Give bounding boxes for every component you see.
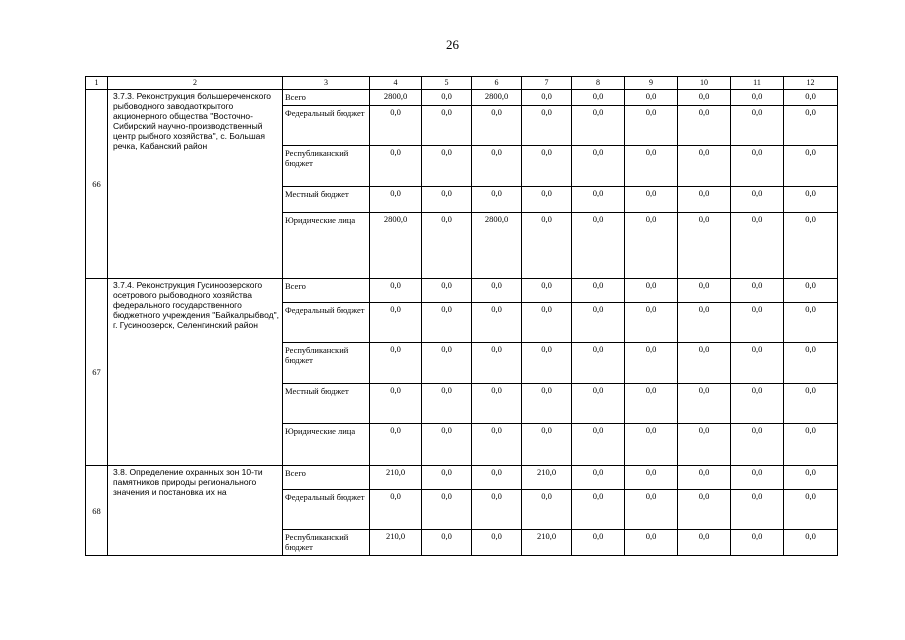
- column-header: 9: [625, 77, 678, 90]
- value-cell: 0,0: [625, 490, 678, 530]
- value-cell: 0,0: [422, 490, 472, 530]
- value-cell: 0,0: [370, 384, 422, 424]
- column-header-row: [86, 77, 838, 90]
- value-cell: 0,0: [522, 490, 572, 530]
- value-cell: 0,0: [731, 213, 784, 279]
- value-cell: 0,0: [472, 490, 522, 530]
- value-cell: 2800,0: [370, 90, 422, 106]
- value-cell: 0,0: [422, 303, 472, 343]
- value-cell: 0,0: [370, 343, 422, 384]
- value-cell: 0,0: [784, 424, 838, 466]
- value-cell: 0,0: [625, 530, 678, 556]
- value-cell: 0,0: [731, 303, 784, 343]
- value-cell: 0,0: [678, 490, 731, 530]
- value-cell: 0,0: [572, 279, 625, 303]
- value-cell: 0,0: [522, 279, 572, 303]
- funding-source: Республиканский бюджет: [283, 530, 370, 556]
- value-cell: 0,0: [522, 213, 572, 279]
- value-cell: 0,0: [422, 146, 472, 187]
- value-cell: 0,0: [370, 187, 422, 213]
- value-cell: 0,0: [522, 303, 572, 343]
- row-number: 66: [86, 90, 108, 279]
- value-cell: 0,0: [472, 146, 522, 187]
- value-cell: 0,0: [522, 146, 572, 187]
- value-cell: 0,0: [472, 424, 522, 466]
- value-cell: 0,0: [472, 530, 522, 556]
- value-cell: 0,0: [678, 90, 731, 106]
- value-cell: 0,0: [370, 106, 422, 146]
- column-header: 10: [678, 77, 731, 90]
- value-cell: 0,0: [472, 187, 522, 213]
- value-cell: 0,0: [472, 384, 522, 424]
- value-cell: 0,0: [572, 146, 625, 187]
- value-cell: 0,0: [572, 187, 625, 213]
- value-cell: 0,0: [522, 384, 572, 424]
- funding-source: Местный бюджет: [283, 187, 370, 213]
- table-row: [86, 279, 838, 303]
- value-cell: 0,0: [572, 466, 625, 490]
- value-cell: 0,0: [625, 384, 678, 424]
- column-header: 4: [370, 77, 422, 90]
- value-cell: 0,0: [370, 303, 422, 343]
- value-cell: 210,0: [522, 466, 572, 490]
- value-cell: 0,0: [678, 303, 731, 343]
- value-cell: 0,0: [572, 106, 625, 146]
- value-cell: 0,0: [678, 279, 731, 303]
- value-cell: 0,0: [522, 90, 572, 106]
- funding-source: Федеральный бюджет: [283, 303, 370, 343]
- value-cell: 0,0: [678, 106, 731, 146]
- value-cell: 0,0: [422, 466, 472, 490]
- value-cell: 0,0: [472, 343, 522, 384]
- column-header: 1: [86, 77, 108, 90]
- value-cell: 210,0: [522, 530, 572, 556]
- measure-name: 3.7.3. Реконструкция большереченского рыбоводного заводаоткрытого акционерного общества "Восточно- Сибирский научно-производственный центр рыбного хозяйства", с. Большая речка, Кабанский район: [108, 90, 283, 279]
- value-cell: 0,0: [370, 279, 422, 303]
- table-row: [86, 466, 838, 490]
- value-cell: 0,0: [422, 279, 472, 303]
- value-cell: 0,0: [422, 424, 472, 466]
- value-cell: 0,0: [784, 343, 838, 384]
- value-cell: 0,0: [422, 106, 472, 146]
- column-header: 6: [472, 77, 522, 90]
- value-cell: 210,0: [370, 530, 422, 556]
- value-cell: 0,0: [784, 490, 838, 530]
- value-cell: 0,0: [678, 343, 731, 384]
- value-cell: 0,0: [572, 490, 625, 530]
- value-cell: 0,0: [472, 106, 522, 146]
- value-cell: 0,0: [731, 106, 784, 146]
- value-cell: 2800,0: [472, 90, 522, 106]
- value-cell: 0,0: [370, 146, 422, 187]
- value-cell: 0,0: [678, 530, 731, 556]
- row-number: 67: [86, 279, 108, 466]
- value-cell: 0,0: [422, 384, 472, 424]
- column-header: 12: [784, 77, 838, 90]
- value-cell: 0,0: [572, 90, 625, 106]
- value-cell: 0,0: [678, 146, 731, 187]
- row-number: 68: [86, 466, 108, 556]
- value-cell: 0,0: [572, 213, 625, 279]
- value-cell: 0,0: [731, 530, 784, 556]
- value-cell: 0,0: [370, 424, 422, 466]
- value-cell: 0,0: [731, 279, 784, 303]
- measure-name: 3.7.4. Реконструкция Гусиноозерского осетрового рыбоводного хозяйства федерального государственного бюджетного учреждения "Байкалрыбвод", г. Гусиноозерск, Селенгинский район: [108, 279, 283, 466]
- measure-name: 3.8. Определение охранных зон 10-ти памятников природы регионального значения и постановка их на: [108, 466, 283, 556]
- value-cell: 0,0: [731, 424, 784, 466]
- value-cell: 0,0: [625, 90, 678, 106]
- value-cell: 0,0: [422, 90, 472, 106]
- value-cell: 0,0: [731, 343, 784, 384]
- value-cell: 210,0: [370, 466, 422, 490]
- value-cell: 0,0: [731, 384, 784, 424]
- value-cell: 0,0: [784, 279, 838, 303]
- value-cell: 0,0: [625, 213, 678, 279]
- value-cell: 0,0: [472, 466, 522, 490]
- value-cell: 0,0: [625, 466, 678, 490]
- value-cell: 0,0: [422, 343, 472, 384]
- funding-source: Местный бюджет: [283, 384, 370, 424]
- value-cell: 0,0: [572, 530, 625, 556]
- column-header: 7: [522, 77, 572, 90]
- value-cell: 0,0: [678, 466, 731, 490]
- value-cell: 0,0: [522, 187, 572, 213]
- page-number: 26: [446, 37, 459, 52]
- value-cell: 0,0: [678, 187, 731, 213]
- value-cell: 0,0: [731, 146, 784, 187]
- value-cell: 0,0: [731, 187, 784, 213]
- value-cell: 0,0: [625, 279, 678, 303]
- funding-source: Федеральный бюджет: [283, 106, 370, 146]
- value-cell: 0,0: [784, 384, 838, 424]
- value-cell: 0,0: [522, 424, 572, 466]
- column-header: 3: [283, 77, 370, 90]
- value-cell: 0,0: [784, 466, 838, 490]
- value-cell: 0,0: [678, 213, 731, 279]
- value-cell: 0,0: [625, 303, 678, 343]
- value-cell: 0,0: [422, 187, 472, 213]
- value-cell: 0,0: [625, 343, 678, 384]
- value-cell: 0,0: [422, 213, 472, 279]
- value-cell: 0,0: [522, 343, 572, 384]
- value-cell: 0,0: [784, 530, 838, 556]
- funding-source: Федеральный бюджет: [283, 490, 370, 530]
- value-cell: 0,0: [472, 303, 522, 343]
- value-cell: 0,0: [625, 106, 678, 146]
- value-cell: 2800,0: [370, 213, 422, 279]
- value-cell: 2800,0: [472, 213, 522, 279]
- value-cell: 0,0: [572, 424, 625, 466]
- value-cell: 0,0: [731, 490, 784, 530]
- column-header: 2: [108, 77, 283, 90]
- value-cell: 0,0: [784, 303, 838, 343]
- funding-source: Республиканский бюджет: [283, 343, 370, 384]
- value-cell: 0,0: [572, 303, 625, 343]
- value-cell: 0,0: [678, 384, 731, 424]
- value-cell: 0,0: [625, 424, 678, 466]
- table-row: [86, 90, 838, 106]
- value-cell: 0,0: [731, 466, 784, 490]
- value-cell: 0,0: [784, 90, 838, 106]
- value-cell: 0,0: [472, 279, 522, 303]
- value-cell: 0,0: [784, 106, 838, 146]
- value-cell: 0,0: [625, 146, 678, 187]
- value-cell: 0,0: [784, 213, 838, 279]
- value-cell: 0,0: [572, 384, 625, 424]
- value-cell: 0,0: [572, 343, 625, 384]
- value-cell: 0,0: [784, 146, 838, 187]
- funding-source: Республиканский бюджет: [283, 146, 370, 187]
- value-cell: 0,0: [370, 490, 422, 530]
- value-cell: 0,0: [422, 530, 472, 556]
- column-header: 11: [731, 77, 784, 90]
- funding-source: Всего: [283, 466, 370, 490]
- funding-source: Всего: [283, 90, 370, 106]
- budget-table: [85, 76, 838, 556]
- funding-source: Юридические лица: [283, 424, 370, 466]
- funding-source: Всего: [283, 279, 370, 303]
- value-cell: 0,0: [784, 187, 838, 213]
- value-cell: 0,0: [678, 424, 731, 466]
- column-header: 5: [422, 77, 472, 90]
- column-header: 8: [572, 77, 625, 90]
- value-cell: 0,0: [522, 106, 572, 146]
- funding-source: Юридические лица: [283, 213, 370, 279]
- value-cell: 0,0: [731, 90, 784, 106]
- value-cell: 0,0: [625, 187, 678, 213]
